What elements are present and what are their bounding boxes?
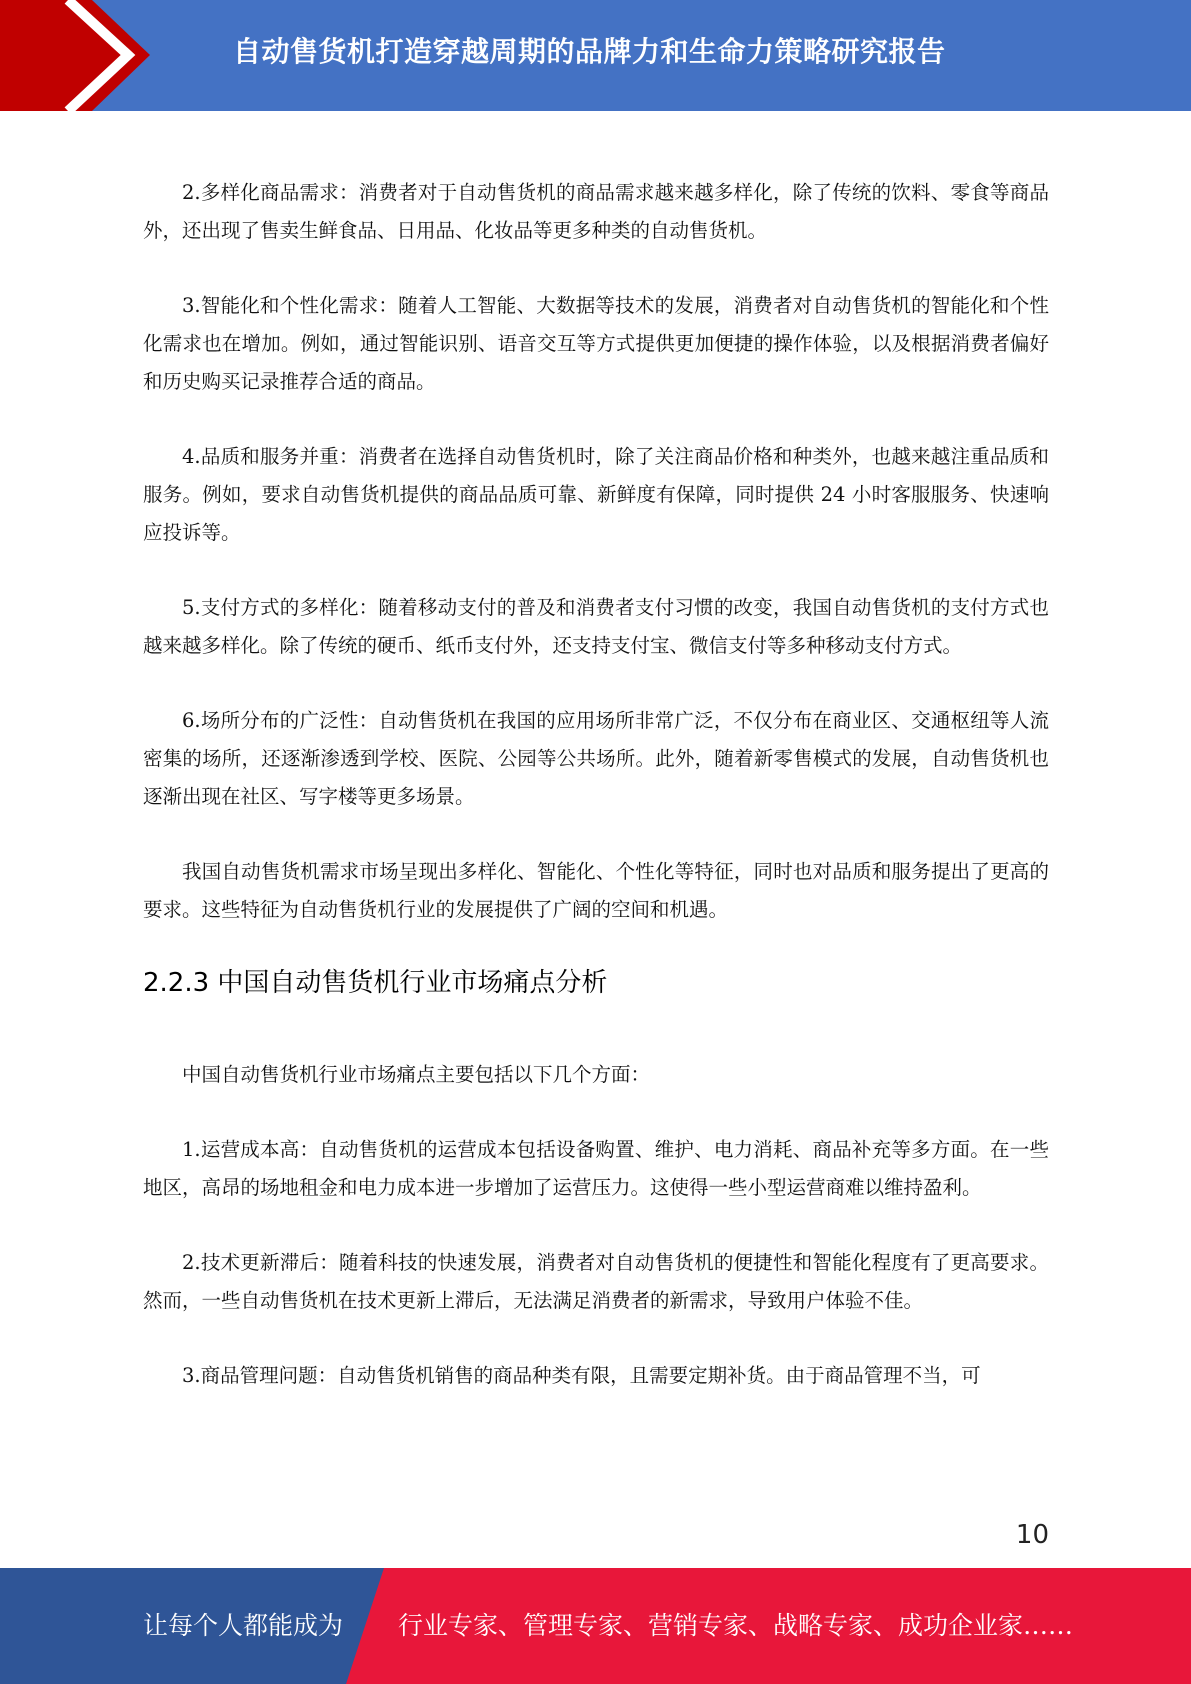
header-arrow-decoration — [0, 0, 160, 111]
section-heading: 2.2.3 中国自动售货机行业市场痛点分析 — [143, 968, 608, 998]
paragraph: 4.品质和服务并重：消费者在选择自动售货机时，除了关注商品价格和种类外，也越来越注重品质和服务。例如，要求自动售货机提供的商品品质可靠、新鲜度有保障，同时提供 24 小时客服服务、快速响应投诉等。 — [143, 445, 1049, 544]
footer-slogan-left: 让每个人都能成为 — [143, 1611, 344, 1640]
page-number: 10 — [1015, 1520, 1049, 1550]
report-title: 自动售货机打造穿越周期的品牌力和生命力策略研究报告 — [233, 35, 946, 68]
paragraph: 6.场所分布的广泛性：自动售货机在我国的应用场所非常广泛，不仅分布在商业区、交通枢纽等人流密集的场所，还逐渐渗透到学校、医院、公园等公共场所。此外，随着新零售模式的发展，自动售货机也逐渐出现在社区、写字楼等更多场景。 — [143, 709, 1049, 808]
paragraph: 5.支付方式的多样化：随着移动支付的普及和消费者支付习惯的改变，我国自动售货机的支付方式也越来越多样化。除了传统的硬币、纸币支付外，还支持支付宝、微信支付等多种移动支付方式。 — [143, 596, 1049, 657]
paragraph: 中国自动售货机行业市场痛点主要包括以下几个方面： — [182, 1063, 651, 1086]
paragraph: 我国自动售货机需求市场呈现出多样化、智能化、个性化等特征，同时也对品质和服务提出了更高的要求。这些特征为自动售货机行业的发展提供了广阔的空间和机遇。 — [143, 860, 1049, 921]
paragraph: 3.商品管理问题：自动售货机销售的商品种类有限，且需要定期补货。由于商品管理不当，可 — [182, 1364, 981, 1387]
page-footer — [0, 1568, 1191, 1684]
footer-slogan-right: 行业专家、管理专家、营销专家、战略专家、成功企业家…… — [398, 1611, 1074, 1640]
paragraph: 2.技术更新滞后：随着科技的快速发展，消费者对自动售货机的便捷性和智能化程度有了更高要求。然而，一些自动售货机在技术更新上滞后，无法满足消费者的新需求，导致用户体验不佳。 — [143, 1251, 1049, 1312]
paragraph: 2.多样化商品需求：消费者对于自动售货机的商品需求越来越多样化，除了传统的饮料、零食等商品外，还出现了售卖生鲜食品、日用品、化妆品等更多种类的自动售货机。 — [143, 181, 1049, 242]
document-body — [143, 174, 1049, 1432]
paragraph: 1.运营成本高：自动售货机的运营成本包括设备购置、维护、电力消耗、商品补充等多方面。在一些地区，高昂的场地租金和电力成本进一步增加了运营压力。这使得一些小型运营商难以维持盈利。 — [143, 1138, 1049, 1199]
page-header — [0, 0, 1191, 111]
paragraph: 3.智能化和个性化需求：随着人工智能、大数据等技术的发展，消费者对自动售货机的智能化和个性化需求也在增加。例如，通过智能识别、语音交互等方式提供更加便捷的操作体验，以及根据消费者偏好和历史购买记录推荐合适的商品。 — [143, 294, 1049, 393]
